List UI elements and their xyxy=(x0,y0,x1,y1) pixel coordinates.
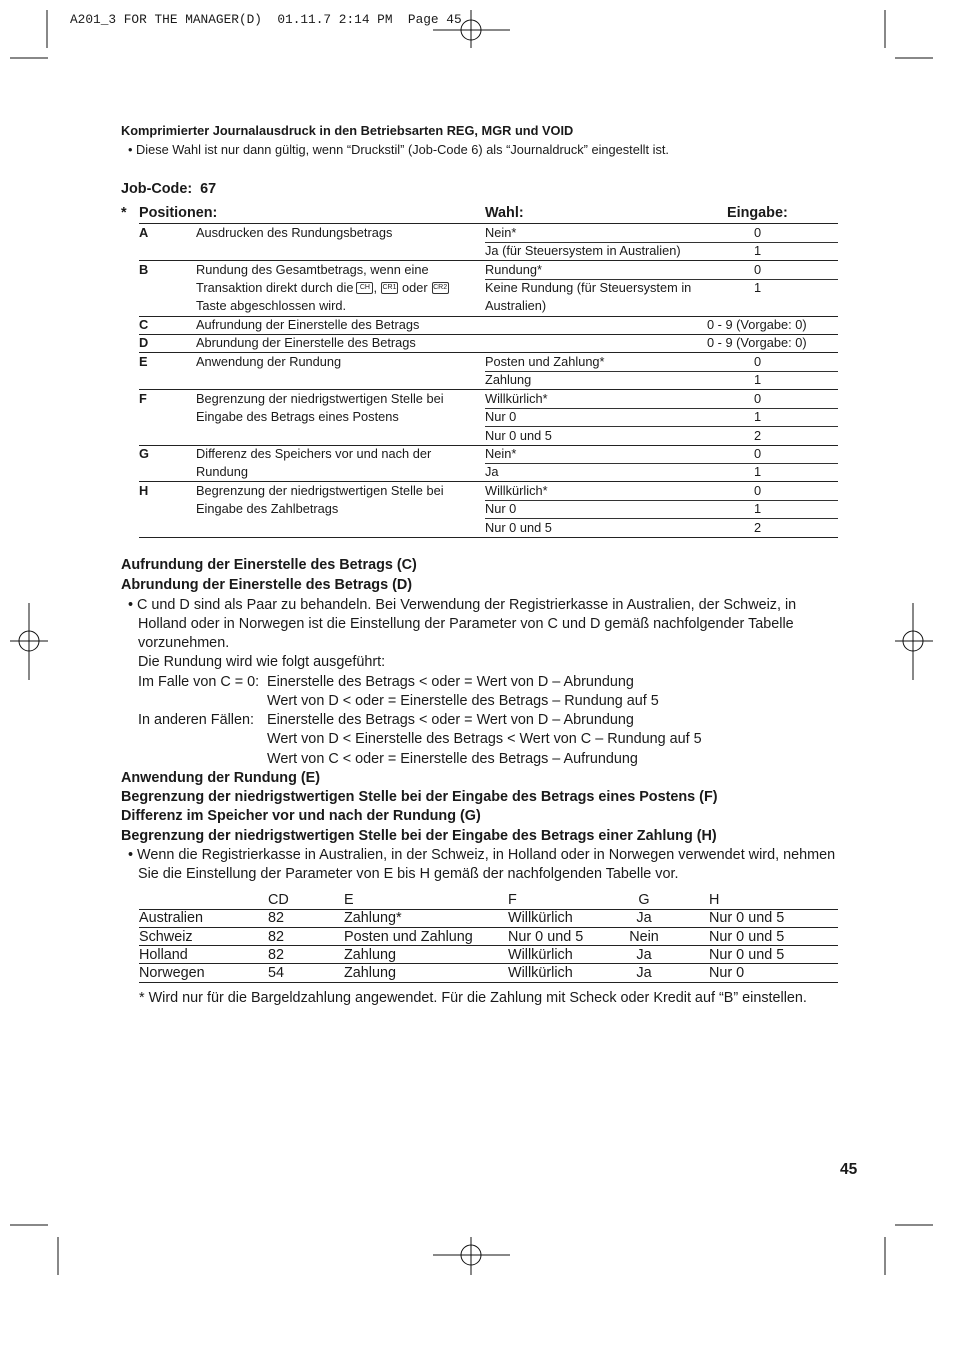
case-condition: Im Falle von C = 0: xyxy=(138,674,260,690)
country-cell: Ja xyxy=(636,965,652,981)
option-value: 1 xyxy=(754,409,762,424)
country-cell: 82 xyxy=(268,947,285,963)
registration-target-right xyxy=(895,603,933,680)
country-header-cd: CD xyxy=(268,892,289,908)
heading-g: Differenz im Speicher vor und nach der Rundung (G) xyxy=(121,808,481,824)
option-rule xyxy=(485,371,838,372)
row-rule xyxy=(139,481,838,482)
row-description: Abrundung der Einerstelle des Betrags xyxy=(196,335,416,350)
country-cell: Nur 0 xyxy=(709,965,745,981)
option-value: 0 xyxy=(754,354,762,369)
row-description: Eingabe des Zahlbetrags xyxy=(196,501,339,516)
row-description: Aufrundung der Einerstelle des Betrags xyxy=(196,317,420,332)
header-positions: Positionen: xyxy=(139,205,218,221)
option-value: 2 xyxy=(754,520,762,535)
option-rule xyxy=(485,426,838,427)
row-letter: H xyxy=(139,483,149,498)
option-label: Rundung* xyxy=(485,262,542,277)
country-cell: Willkürlich xyxy=(508,965,573,981)
case-rule: Wert von D < oder = Einerstelle des Betrags – Rundung auf 5 xyxy=(267,693,659,709)
crop-mark-bottom-right xyxy=(885,1225,933,1275)
registration-target-bottom xyxy=(433,1237,510,1275)
option-value: 0 xyxy=(754,446,762,461)
bullet-line: • C und D sind als Paar zu behandeln. Bei Verwendung der Registrierkasse in Australien, der Schweiz, in xyxy=(128,597,797,613)
case-rule: Wert von C < oder = Einerstelle des Betrags – Aufrundung xyxy=(267,751,638,767)
header-selection: Wahl: xyxy=(485,205,524,221)
row-rule xyxy=(139,537,838,538)
country-cell: Nur 0 und 5 xyxy=(709,947,785,963)
option-rule xyxy=(485,408,838,409)
print-header: A201_3 FOR THE MANAGER(D) 01.11.7 2:14 PM Page 45 xyxy=(70,12,462,27)
option-label: Nein* xyxy=(485,225,517,240)
footnote: * Wird nur für die Bargeldzahlung angewendet. Für die Zahlung mit Scheck oder Kredit auf “B” einstellen. xyxy=(139,990,807,1006)
country-cell: Willkürlich xyxy=(508,947,573,963)
job-code xyxy=(121,181,216,197)
country-cell: Zahlung* xyxy=(344,910,402,926)
bullet-line: vorzunehmen. xyxy=(138,635,230,651)
option-rule xyxy=(485,518,838,519)
option-label: Nein* xyxy=(485,446,517,461)
country-cell: Zahlung xyxy=(344,947,397,963)
row-description: Taste abgeschlossen wird. xyxy=(196,298,347,313)
option-label: Keine Rundung (für Steuersystem in xyxy=(485,280,692,295)
country-cell: 82 xyxy=(268,910,285,926)
country-cell: 82 xyxy=(268,929,285,945)
heading-f: Begrenzung der niedrigstwertigen Stelle bei der Eingabe des Betrags eines Postens (F) xyxy=(121,789,718,805)
heading-d: Abrundung der Einerstelle des Betrags (D) xyxy=(121,577,413,593)
row-description: Rundung xyxy=(196,464,248,479)
row-letter: F xyxy=(139,391,147,406)
country-name: Australien xyxy=(139,910,203,926)
note-line: Sie die Einstellung der Parameter von E bis H gemäß der nachfolgenden Tabelle vor. xyxy=(138,866,679,882)
note-line: • Wenn die Registrierkasse in Australien, in der Schweiz, in Holland oder in Norwegen verwendet wird, nehmen xyxy=(128,847,836,863)
option-value: 0 xyxy=(754,262,762,277)
heading-e: Anwendung der Rundung (E) xyxy=(121,770,321,786)
country-cell: Ja xyxy=(636,910,652,926)
option-value: 1 xyxy=(754,372,762,387)
heading-h: Begrenzung der niedrigstwertigen Stelle bei der Eingabe des Betrags einer Zahlung (H) xyxy=(121,828,717,844)
case-condition: In anderen Fällen: xyxy=(138,712,255,728)
country-cell: Nur 0 und 5 xyxy=(508,929,584,945)
settings-table-marker: * xyxy=(121,205,127,221)
bullet-line: Holland oder in Norwegen ist die Einstellung der Parameter von C und D gemäß nachfolgender Tabelle xyxy=(138,616,794,632)
country-row-rule xyxy=(139,963,838,964)
row-rule xyxy=(139,389,838,390)
settings-table-header-rule xyxy=(139,223,838,224)
case-rule: Wert von D < Einerstelle des Betrags < Wert von C – Rundung auf 5 xyxy=(267,731,702,747)
row-description: Eingabe des Betrags eines Postens xyxy=(196,409,399,424)
country-name: Holland xyxy=(139,947,188,963)
row-letter: E xyxy=(139,354,148,369)
option-rule xyxy=(485,500,838,501)
range-value: 0 - 9 (Vorgabe: 0) xyxy=(707,317,807,332)
row-letter: C xyxy=(139,317,149,332)
country-row-rule xyxy=(139,982,838,983)
option-rule xyxy=(485,463,838,464)
page-number: 45 xyxy=(840,1161,858,1178)
case-rule: Einerstelle des Betrags < oder = Wert von D – Abrundung xyxy=(267,712,634,728)
job-code-value: 67 xyxy=(200,181,217,197)
country-row-rule xyxy=(139,945,838,946)
country-row-rule xyxy=(139,927,838,928)
job-code-label: Job-Code: xyxy=(121,181,193,197)
row-rule xyxy=(139,260,838,261)
row-letter: B xyxy=(139,262,149,277)
option-label: Nur 0 xyxy=(485,501,517,516)
option-label: Nur 0 xyxy=(485,409,517,424)
range-value: 0 - 9 (Vorgabe: 0) xyxy=(707,335,807,350)
row-letter: A xyxy=(139,225,149,240)
country-cell: Posten und Zahlung xyxy=(344,929,473,945)
country-cell: Willkürlich xyxy=(508,910,573,926)
row-description-with-keys xyxy=(196,280,449,296)
crop-mark-top-left xyxy=(10,10,48,58)
crop-mark-top-right xyxy=(885,10,933,58)
country-header-h: H xyxy=(709,892,720,908)
country-cell: Nein xyxy=(629,929,659,945)
option-value: 0 xyxy=(754,225,762,240)
option-value: 1 xyxy=(754,243,762,258)
key-separator: , xyxy=(373,280,377,295)
country-cell: Ja xyxy=(636,947,652,963)
option-value: 0 xyxy=(754,391,762,406)
option-value: 2 xyxy=(754,428,762,443)
row-rule xyxy=(139,352,838,353)
country-cell: Nur 0 und 5 xyxy=(709,929,785,945)
row-description: Begrenzung der niedrigstwertigen Stelle bei xyxy=(196,483,444,498)
header-entry: Eingabe: xyxy=(727,205,788,221)
option-label: Willkürlich* xyxy=(485,391,548,406)
row-description: Transaktion direkt durch die xyxy=(196,280,354,295)
option-label: Ja (für Steuersystem in Australien) xyxy=(485,243,681,258)
country-name: Norwegen xyxy=(139,965,205,981)
heading-c: Aufrundung der Einerstelle des Betrags (C) xyxy=(121,557,417,573)
option-label: Ja xyxy=(485,464,499,479)
registration-target-left xyxy=(10,603,48,680)
journal-section-title: Komprimierter Journalausdruck in den Betriebsarten REG, MGR und VOID xyxy=(121,123,574,138)
option-label: Nur 0 und 5 xyxy=(485,520,552,535)
row-letter: G xyxy=(139,446,149,461)
journal-section-note: • Diese Wahl ist nur dann gültig, wenn “Druckstil” (Job-Code 6) als “Journaldruck” eingestellt ist. xyxy=(128,142,669,157)
bullet-line: Die Rundung wird wie folgt ausgeführt: xyxy=(138,654,386,670)
row-description: Anwendung der Rundung xyxy=(196,354,342,369)
row-letter: D xyxy=(139,335,149,350)
key-separator: oder xyxy=(402,280,428,295)
option-label: Zahlung xyxy=(485,372,532,387)
row-description: Begrenzung der niedrigstwertigen Stelle bei xyxy=(196,391,444,406)
country-cell: 54 xyxy=(268,965,285,981)
country-cell: Nur 0 und 5 xyxy=(709,910,785,926)
cr2-key-icon: CR2 xyxy=(432,282,449,294)
option-label: Posten und Zahlung* xyxy=(485,354,605,369)
country-header-e: E xyxy=(344,892,354,908)
country-name: Schweiz xyxy=(139,929,193,945)
option-label: Nur 0 und 5 xyxy=(485,428,552,443)
option-label: Willkürlich* xyxy=(485,483,548,498)
option-value: 1 xyxy=(754,280,762,295)
country-header-g: G xyxy=(638,892,650,908)
row-description: Ausdrucken des Rundungsbetrags xyxy=(196,225,393,240)
row-description: Differenz des Speichers vor und nach der xyxy=(196,446,432,461)
case-rule: Einerstelle des Betrags < oder = Wert von D – Abrundung xyxy=(267,674,634,690)
row-description: Rundung des Gesamtbetrags, wenn eine xyxy=(196,262,429,277)
option-value: 1 xyxy=(754,501,762,516)
cr1-key-icon: CR1 xyxy=(381,282,398,294)
option-value: 1 xyxy=(754,464,762,479)
option-value: 0 xyxy=(754,483,762,498)
ch-key-icon: CH xyxy=(356,282,373,294)
country-header-f: F xyxy=(508,892,517,908)
option-label: Australien) xyxy=(485,298,547,313)
country-cell: Zahlung xyxy=(344,965,397,981)
crop-mark-bottom-left xyxy=(10,1225,58,1275)
